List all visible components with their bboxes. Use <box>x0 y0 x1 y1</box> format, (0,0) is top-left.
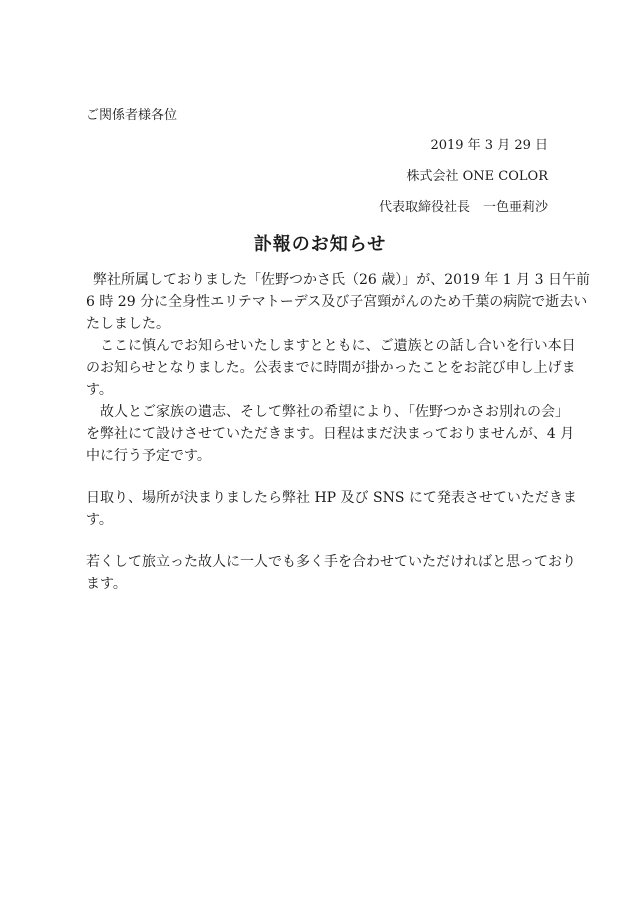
paragraph-gap <box>86 467 556 487</box>
document-title: 訃報のお知らせ <box>253 234 387 255</box>
company-name: 株式会社 ONE COLOR <box>406 169 548 184</box>
paragraph-2 <box>86 335 576 401</box>
body-line: を弊社にて設けさせていただきます。日程はまだ決まっておりませんが、4 月 <box>86 426 575 442</box>
body-line: 6 時 29 分に全身性エリテマトーデス及び子宮頸がんのため千葉の病院で逝去い <box>86 294 588 310</box>
body-line: のお知らせとなりました。公表までに時間が掛かったことをお詫び申し上げま <box>86 360 576 376</box>
paragraph-5 <box>86 551 576 595</box>
document-body <box>86 269 590 595</box>
body-line: 中に行う予定です。 <box>86 448 211 464</box>
body-line: 日取り、場所が決まりましたら弊社 HP 及び SNS にて発表させていただきま <box>86 490 577 506</box>
body-line: たしました。 <box>86 316 170 332</box>
paragraph-4 <box>86 487 577 531</box>
body-line: す。 <box>86 512 113 528</box>
body-line: ます。 <box>86 576 127 592</box>
paragraph-gap <box>86 531 556 551</box>
body-line: 弊社所属しておりました「佐野つかさ氏（26 歳）」が、2019 年 1 月 3 日午前 <box>93 272 590 288</box>
body-line: す。 <box>86 382 113 398</box>
body-line: 若くして旅立った故人に一人でも多く手を合わせていただければと思っており <box>86 554 576 570</box>
addressee: ご関係者様各位 <box>86 108 178 123</box>
date: 2019 年 3 月 29 日 <box>430 138 548 153</box>
body-line: ここに慎んでお知らせいたしますとともに、ご遺族との話し合いを行い本日 <box>86 338 576 354</box>
body-line: 故人とご家族の遺志、そして弊社の希望により、「佐野つかさお別れの会」 <box>86 404 569 420</box>
paragraph-3 <box>86 401 575 467</box>
paragraph-1 <box>86 269 590 335</box>
representative: 代表取締役社長 一色亜莉沙 <box>378 200 548 215</box>
